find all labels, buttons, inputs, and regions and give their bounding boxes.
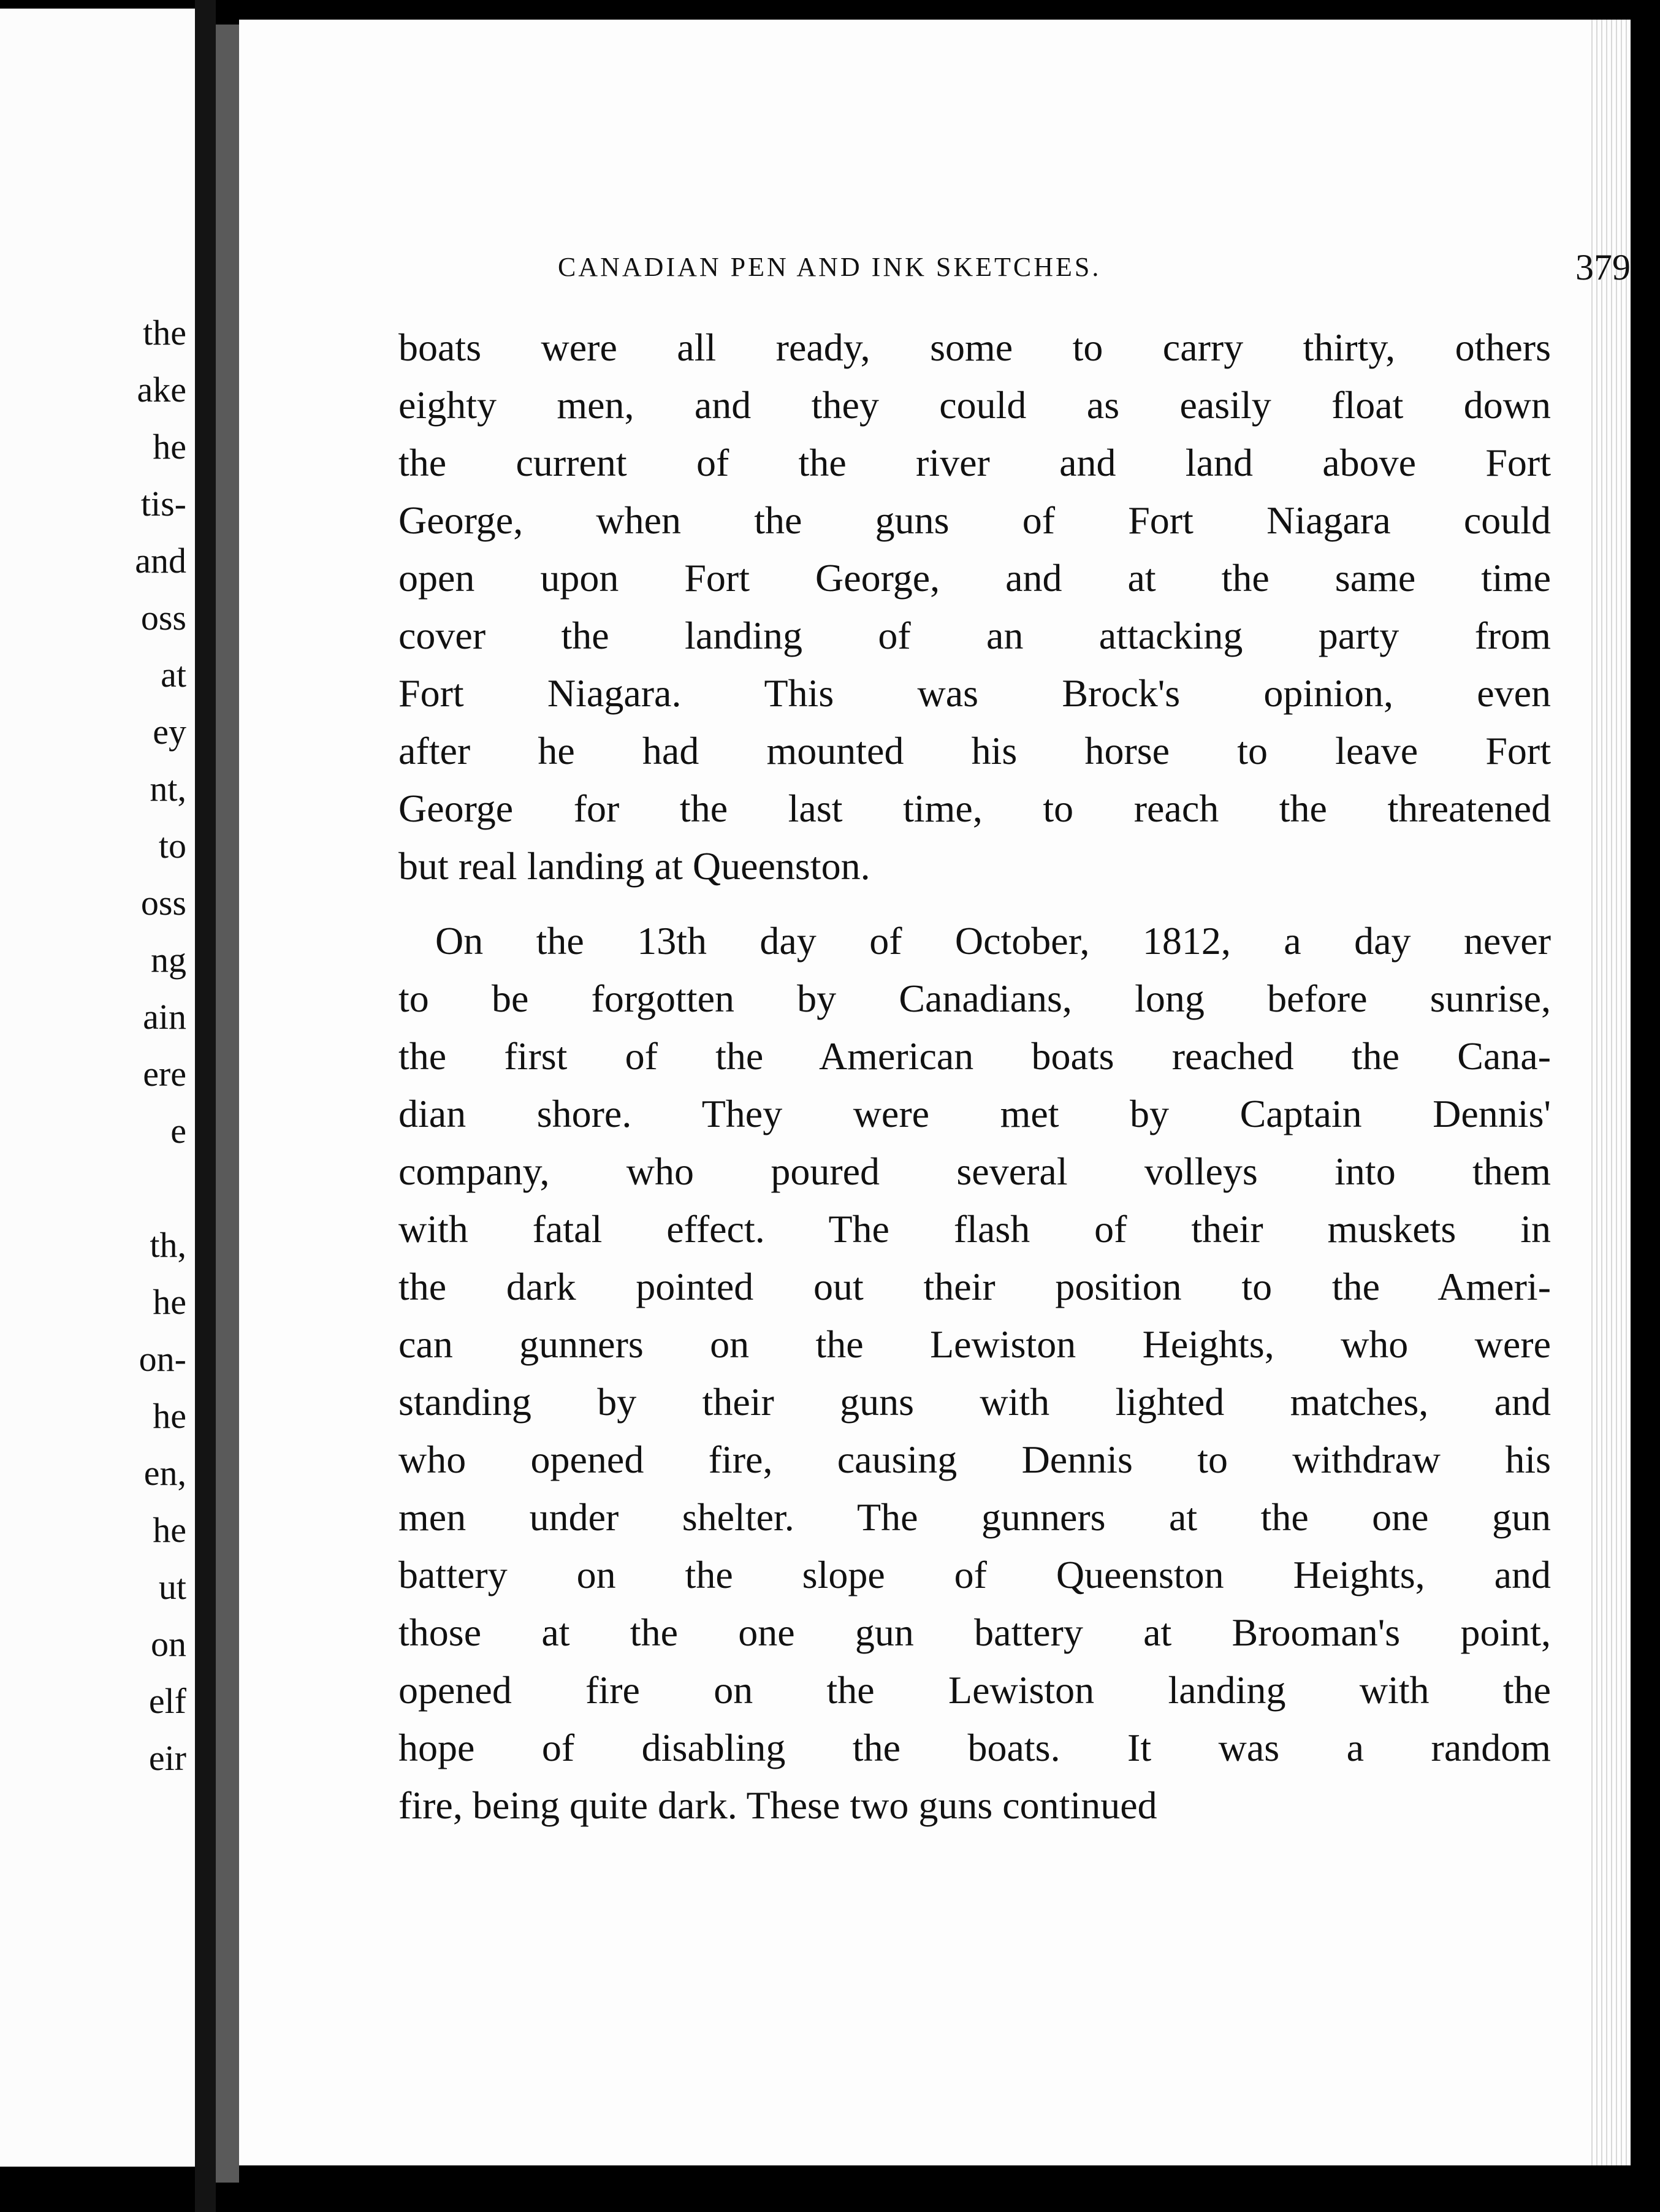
left-page-fragment: on: [151, 1624, 186, 1664]
left-page-fragment: on-: [139, 1339, 186, 1379]
left-page-fragment: tis-: [140, 484, 186, 524]
left-page-fragment: ut: [158, 1567, 186, 1607]
text-line: On the 13th day of October, 1812, a day never: [435, 919, 1551, 963]
left-page-fragment: ain: [143, 997, 186, 1037]
right-page: [239, 20, 1631, 2165]
left-page-fragment: ere: [143, 1054, 186, 1094]
body-text: [398, 319, 1551, 1834]
left-page-fragment: he: [153, 1396, 186, 1436]
left-page-text-fragments: [2, 315, 186, 1798]
text-line: to be forgotten by Canadians, long before sunrise,: [398, 977, 1551, 1020]
running-head: CANADIAN PEN AND INK SKETCHES.: [558, 252, 1102, 282]
text-line: the dark pointed out their position to the Ameri-: [398, 1265, 1551, 1308]
left-page-fragment: th,: [150, 1225, 186, 1265]
text-line: hope of disabling the boats. It was a random: [398, 1726, 1551, 1769]
text-line: fire, being quite dark. These two guns continued: [398, 1783, 1157, 1827]
text-line: with fatal effect. The flash of their muskets in: [398, 1207, 1551, 1251]
left-page-fragment: he: [153, 427, 186, 467]
page-number: 379: [1575, 247, 1631, 288]
left-page-fragment: ake: [137, 370, 186, 410]
text-line: company, who poured several volleys into them: [398, 1150, 1551, 1193]
text-line: but real landing at Queenston.: [398, 844, 870, 888]
gutter-shadow: [216, 25, 239, 2183]
left-page-fragment: eir: [148, 1738, 186, 1778]
text-line: cover the landing of an attacking party from: [398, 614, 1551, 657]
left-page-fragment: the: [143, 313, 186, 353]
left-page-fragment: elf: [148, 1681, 186, 1721]
text-line: the current of the river and land above Fort: [398, 441, 1551, 484]
text-line: after he had mounted his horse to leave Fort: [398, 729, 1551, 772]
text-line: George, when the guns of Fort Niagara could: [398, 498, 1551, 542]
text-line: open upon Fort George, and at the same time: [398, 556, 1551, 600]
left-page-fragment: ey: [153, 712, 186, 752]
text-line: opened fire on the Lewiston landing with the: [398, 1668, 1551, 1712]
left-page-fragment: and: [135, 541, 186, 581]
text-line: Fort Niagara. This was Brock's opinion, even: [398, 671, 1551, 715]
text-line: the first of the American boats reached the Cana-: [398, 1034, 1551, 1078]
text-line: battery on the slope of Queenston Heights, and: [398, 1553, 1551, 1596]
left-page-fragment: en,: [143, 1453, 186, 1493]
text-line: who opened fire, causing Dennis to withdraw his: [398, 1438, 1551, 1481]
text-line: dian shore. They were met by Captain Dennis': [398, 1092, 1551, 1135]
text-line: eighty men, and they could as easily float down: [398, 383, 1551, 427]
left-page-fragment: oss: [140, 883, 186, 923]
text-line: can gunners on the Lewiston Heights, who were: [398, 1322, 1551, 1366]
left-page-fragment: ng: [151, 940, 186, 980]
book-gutter: [195, 0, 216, 2212]
left-page-fragment: at: [161, 655, 186, 695]
paragraph-gap: [398, 895, 1551, 912]
text-line: boats were all ready, some to carry thirty, others: [398, 326, 1551, 369]
text-line: men under shelter. The gunners at the one gun: [398, 1495, 1551, 1539]
paragraph: [398, 319, 1551, 895]
left-page-fragment: he: [153, 1510, 186, 1550]
text-line: those at the one gun battery at Brooman's point,: [398, 1611, 1551, 1654]
left-page-fragment: e: [170, 1111, 186, 1151]
left-page-fragment: oss: [140, 598, 186, 638]
text-line: standing by their guns with lighted matches, and: [398, 1380, 1551, 1424]
left-page-fragment: to: [158, 826, 186, 866]
left-page-fragment: he: [153, 1282, 186, 1322]
text-line: George for the last time, to reach the threatened: [398, 787, 1551, 830]
paragraph: [398, 912, 1551, 1834]
page-edges: [1588, 20, 1631, 2165]
page-header: [558, 247, 1631, 300]
left-page-fragment: nt,: [150, 769, 186, 809]
left-facing-page: [0, 9, 195, 2167]
